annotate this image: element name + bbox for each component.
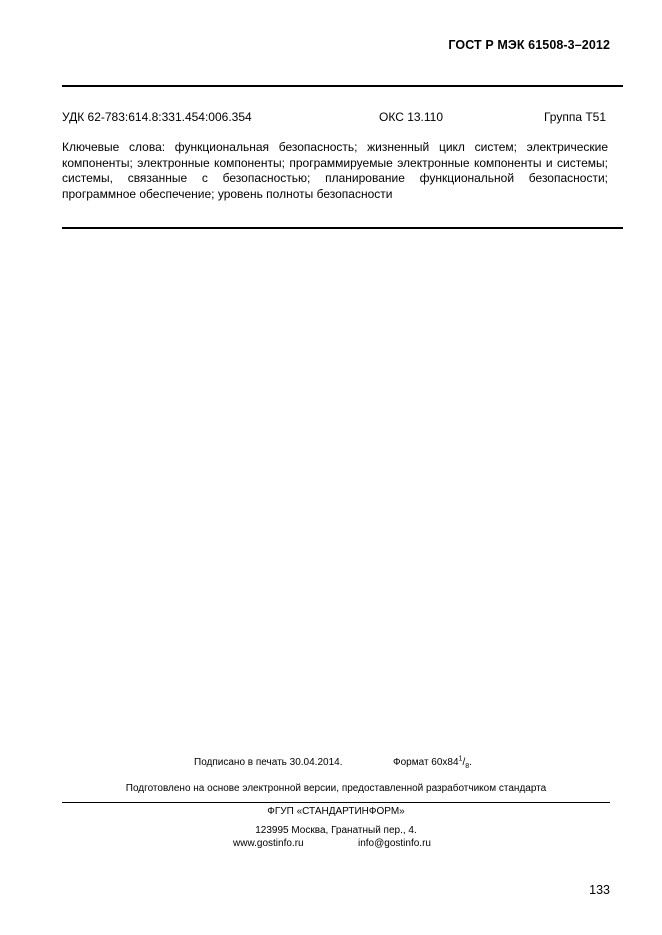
group-code: Группа Т51 bbox=[543, 110, 606, 124]
oks-code: ОКС 13.110 bbox=[379, 110, 444, 124]
paper-format: Формат $60х84^1/_8$. bbox=[393, 755, 472, 770]
page-number: 133 bbox=[589, 883, 610, 897]
email-link[interactable]: info@gostinfo.ru bbox=[358, 838, 431, 849]
format-suffix: . bbox=[469, 757, 472, 768]
signed-for-print: Подписано в печать 30.04.2014. bbox=[194, 757, 343, 768]
format-numerator: 1 bbox=[458, 755, 463, 763]
imprint-divider bbox=[62, 802, 610, 803]
document-code: ГОСТ Р МЭК 61508-3–2012 bbox=[448, 38, 610, 52]
keywords-divider bbox=[62, 227, 623, 229]
prepared-note: Подготовлено на основе электронной версии, предоставленной разработчиком стандарта bbox=[125, 783, 547, 794]
format-denominator: 8 bbox=[465, 763, 470, 770]
header-divider bbox=[62, 85, 623, 87]
website-link[interactable]: www.gostinfo.ru bbox=[233, 838, 304, 849]
publisher-address: 123995 Москва, Гранатный пер., 4. bbox=[255, 825, 417, 836]
keywords-paragraph: Ключевые слова: функциональная безопасность; жизненный цикл систем; электрические компоненты; электронные компоненты; программируемые электронные компоненты и системы; системы, связанные с безопасностью; планирование функциональной безопасности; программное обеспечение; уровень полноты безопасности bbox=[62, 140, 608, 202]
publisher-name: ФГУП «СТАНДАРТИНФОРМ» bbox=[267, 806, 405, 817]
udk-code: УДК 62-783:614.8:331.454:006.354 bbox=[62, 110, 252, 124]
format-prefix: Формат 60х84 bbox=[393, 757, 459, 768]
